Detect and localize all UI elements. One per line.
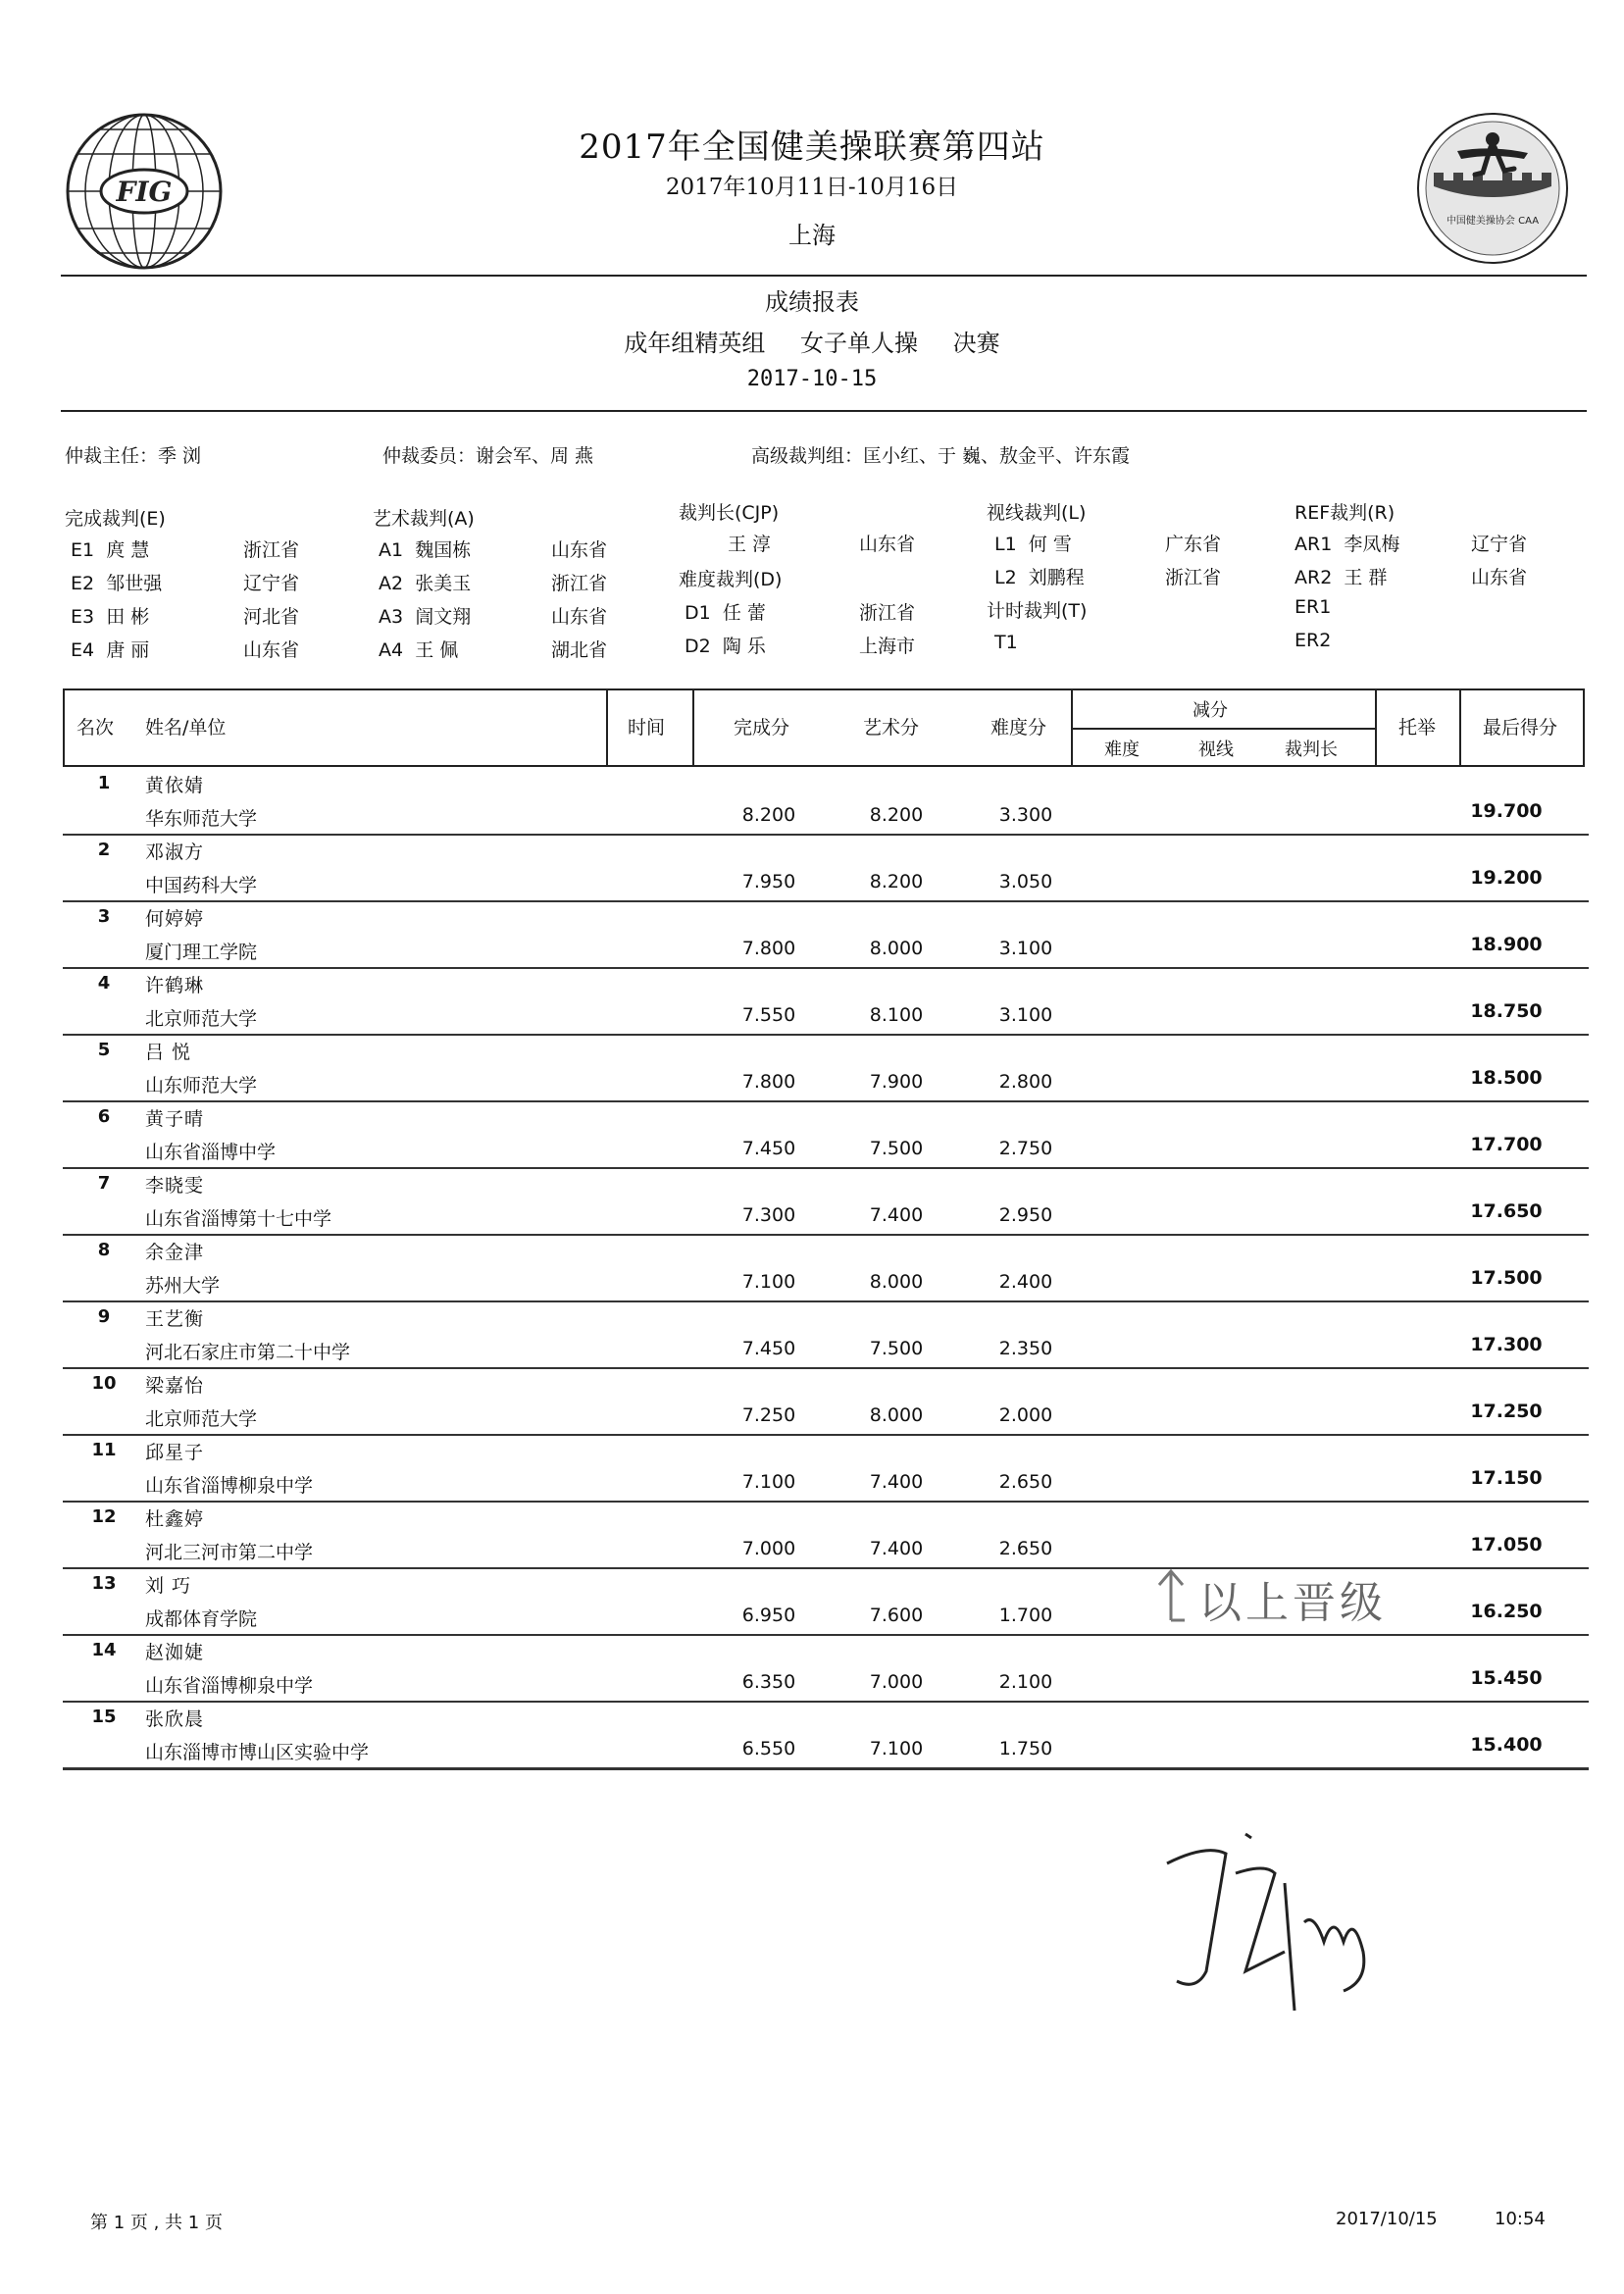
difficulty-judges-title: 难度裁判(D) bbox=[679, 569, 783, 590]
execution-judge-e3-prov: 河北省 bbox=[243, 606, 300, 628]
artistic-judge-a2: A2 张美玉 bbox=[379, 573, 472, 594]
row-rank: 1 bbox=[97, 773, 111, 793]
difficulty-judge-d2-prov: 上海市 bbox=[859, 636, 916, 657]
row-name: 何婷婷 bbox=[145, 908, 205, 930]
row-difficulty: 2.750 bbox=[998, 1138, 1053, 1159]
cjp-prov: 山东省 bbox=[859, 534, 916, 555]
row-final: 17.250 bbox=[1470, 1401, 1543, 1422]
execution-judge-e4: E4 唐 丽 bbox=[71, 639, 150, 661]
header-divider bbox=[61, 275, 1587, 277]
caa-logo-text: 中国健美操协会 CAA bbox=[1446, 216, 1540, 227]
line-judge-l2: L2 刘鹏程 bbox=[994, 567, 1085, 588]
row-final: 18.750 bbox=[1470, 1000, 1543, 1022]
row-execution: 7.300 bbox=[741, 1204, 796, 1226]
row-unit: 山东省淄博第十七中学 bbox=[145, 1208, 332, 1230]
row-final: 18.900 bbox=[1470, 934, 1543, 955]
execution-judge-e4-prov: 山东省 bbox=[243, 639, 300, 661]
row-execution: 7.100 bbox=[741, 1471, 796, 1493]
row-name: 刘 巧 bbox=[145, 1575, 192, 1597]
senior-panel: 高级裁判组：匡小红、于 巍、敖金平、许东霞 bbox=[751, 445, 1131, 467]
cjp-title: 裁判长(CJP) bbox=[679, 502, 780, 524]
execution-judge-e1: E1 庹 慧 bbox=[71, 539, 150, 561]
row-name: 张欣晨 bbox=[145, 1708, 205, 1730]
print-time: 10:54 bbox=[1495, 2209, 1546, 2229]
row-name: 邱星子 bbox=[145, 1442, 205, 1463]
artistic-judge-a4: A4 王 佩 bbox=[379, 639, 459, 661]
row-execution: 6.950 bbox=[741, 1605, 796, 1626]
col-execution: 完成分 bbox=[734, 717, 790, 739]
row-final: 19.700 bbox=[1470, 800, 1543, 822]
row-final: 15.400 bbox=[1470, 1734, 1543, 1756]
row-difficulty: 3.100 bbox=[998, 938, 1053, 959]
ref-judge-ar1-prov: 辽宁省 bbox=[1471, 534, 1528, 555]
row-artistic: 7.500 bbox=[869, 1138, 924, 1159]
row-artistic: 8.200 bbox=[869, 871, 924, 892]
handwritten-note: 以上晋级 bbox=[1198, 1578, 1387, 1628]
row-difficulty: 2.800 bbox=[998, 1071, 1053, 1093]
row-rank: 2 bbox=[97, 840, 111, 860]
row-final: 17.150 bbox=[1470, 1467, 1543, 1489]
execution-judge-e2: E2 邹世强 bbox=[71, 573, 163, 594]
row-difficulty: 3.050 bbox=[998, 871, 1053, 892]
row-execution: 7.550 bbox=[741, 1004, 796, 1026]
row-unit: 山东师范大学 bbox=[145, 1075, 258, 1096]
row-rank: 3 bbox=[97, 906, 111, 927]
row-final: 19.200 bbox=[1470, 867, 1543, 889]
row-final: 17.500 bbox=[1470, 1267, 1543, 1289]
row-difficulty: 2.650 bbox=[998, 1471, 1053, 1493]
row-name: 黄子晴 bbox=[145, 1108, 205, 1130]
row-artistic: 7.400 bbox=[869, 1538, 924, 1559]
row-unit: 山东淄博市博山区实验中学 bbox=[145, 1742, 370, 1763]
row-rank: 6 bbox=[97, 1106, 111, 1127]
row-unit: 华东师范大学 bbox=[145, 808, 258, 830]
col-ded-cjp: 裁判长 bbox=[1285, 739, 1338, 760]
row-rank: 8 bbox=[97, 1240, 111, 1260]
row-execution: 7.100 bbox=[741, 1271, 796, 1293]
col-rank: 名次 bbox=[76, 717, 115, 739]
col-name-unit: 姓名/单位 bbox=[145, 717, 227, 739]
row-artistic: 8.000 bbox=[869, 1271, 924, 1293]
row-unit: 中国药科大学 bbox=[145, 875, 258, 896]
artistic-judge-a3: A3 訚文翔 bbox=[379, 606, 472, 628]
row-name: 邓淑方 bbox=[145, 841, 205, 863]
row-artistic: 8.000 bbox=[869, 938, 924, 959]
row-difficulty: 2.400 bbox=[998, 1271, 1053, 1293]
difficulty-judge-d1-prov: 浙江省 bbox=[859, 602, 916, 624]
line-judges-title: 视线裁判(L) bbox=[987, 502, 1087, 524]
row-final: 16.250 bbox=[1470, 1601, 1543, 1622]
row-execution: 6.350 bbox=[741, 1671, 796, 1693]
row-artistic: 7.500 bbox=[869, 1338, 924, 1359]
artistic-judges-title: 艺术裁判(A) bbox=[373, 508, 475, 530]
line-judge-l2-prov: 浙江省 bbox=[1165, 567, 1222, 588]
row-final: 17.050 bbox=[1470, 1534, 1543, 1555]
row-unit: 山东省淄博柳泉中学 bbox=[145, 1675, 314, 1697]
row-difficulty: 2.100 bbox=[998, 1671, 1053, 1693]
col-deduction: 减分 bbox=[1193, 700, 1228, 721]
line-judge-l1-prov: 广东省 bbox=[1165, 534, 1222, 555]
head-arbiter: 仲裁主任：季 浏 bbox=[65, 445, 202, 467]
execution-judges-title: 完成裁判(E) bbox=[65, 508, 166, 530]
row-artistic: 8.100 bbox=[869, 1004, 924, 1026]
row-difficulty: 2.650 bbox=[998, 1538, 1053, 1559]
row-final: 15.450 bbox=[1470, 1667, 1543, 1689]
row-name: 吕 悦 bbox=[145, 1042, 192, 1063]
report-group: 成年组精英组 bbox=[624, 330, 766, 357]
artistic-judge-a4-prov: 湖北省 bbox=[551, 639, 608, 661]
execution-judge-e2-prov: 辽宁省 bbox=[243, 573, 300, 594]
row-rank: 12 bbox=[91, 1506, 117, 1527]
artistic-judge-a3-prov: 山东省 bbox=[551, 606, 608, 628]
row-final: 17.650 bbox=[1470, 1200, 1543, 1222]
row-rank: 11 bbox=[91, 1440, 117, 1460]
signature bbox=[1147, 1824, 1412, 2020]
row-rank: 9 bbox=[97, 1306, 111, 1327]
row-name: 梁嘉怡 bbox=[145, 1375, 205, 1397]
ref-judge-ar2: AR2 王 群 bbox=[1294, 567, 1388, 588]
row-artistic: 8.200 bbox=[869, 804, 924, 826]
print-date: 2017/10/15 bbox=[1336, 2209, 1438, 2229]
time-judges-title: 计时裁判(T) bbox=[987, 600, 1088, 622]
row-unit: 成都体育学院 bbox=[145, 1608, 258, 1630]
row-artistic: 8.000 bbox=[869, 1404, 924, 1426]
report-event: 女子单人操 bbox=[800, 330, 918, 357]
row-execution: 7.800 bbox=[741, 1071, 796, 1093]
ref-judge-er2: ER2 bbox=[1294, 630, 1332, 651]
row-name: 赵洳婕 bbox=[145, 1642, 205, 1663]
fig-logo-text: FIG bbox=[116, 176, 173, 208]
row-rank: 14 bbox=[91, 1640, 117, 1660]
artistic-judge-a2-prov: 浙江省 bbox=[551, 573, 608, 594]
row-execution: 7.000 bbox=[741, 1538, 796, 1559]
row-execution: 7.950 bbox=[741, 871, 796, 892]
row-difficulty: 1.750 bbox=[998, 1738, 1053, 1759]
col-lift: 托举 bbox=[1398, 717, 1437, 739]
cjp-name: 王 淳 bbox=[728, 534, 772, 555]
report-divider bbox=[61, 410, 1587, 412]
col-artistic: 艺术分 bbox=[863, 717, 920, 739]
report-date: 2017-10-15 bbox=[746, 367, 878, 391]
col-ded-line: 视线 bbox=[1198, 739, 1234, 760]
execution-judge-e1-prov: 浙江省 bbox=[243, 539, 300, 561]
ref-judge-ar1: AR1 李凤梅 bbox=[1294, 534, 1400, 555]
row-execution: 7.800 bbox=[741, 938, 796, 959]
page-indicator: 第 1 页 , 共 1 页 bbox=[90, 2213, 223, 2233]
ref-judges-title: REF裁判(R) bbox=[1294, 502, 1396, 524]
row-execution: 7.250 bbox=[741, 1404, 796, 1426]
col-final: 最后得分 bbox=[1483, 717, 1558, 739]
row-artistic: 7.000 bbox=[869, 1671, 924, 1693]
row-execution: 6.550 bbox=[741, 1738, 796, 1759]
col-ded-difficulty: 难度 bbox=[1104, 739, 1140, 760]
row-artistic: 7.100 bbox=[869, 1738, 924, 1759]
row-unit: 厦门理工学院 bbox=[145, 942, 258, 963]
competition-dates: 2017年10月11日-10月16日 bbox=[665, 175, 959, 200]
row-execution: 7.450 bbox=[741, 1338, 796, 1359]
row-name: 杜鑫婷 bbox=[145, 1508, 205, 1530]
time-judge-t1: T1 bbox=[994, 632, 1018, 653]
row-artistic: 7.900 bbox=[869, 1071, 924, 1093]
arrow-up-icon bbox=[1151, 1565, 1191, 1624]
row-difficulty: 3.300 bbox=[998, 804, 1053, 826]
report-subtitle bbox=[0, 324, 1624, 358]
report-title: 成绩报表 bbox=[765, 288, 859, 316]
execution-judge-e3: E3 田 彬 bbox=[71, 606, 150, 628]
row-artistic: 7.400 bbox=[869, 1204, 924, 1226]
row-rank: 13 bbox=[91, 1573, 117, 1594]
report-stage: 决赛 bbox=[952, 330, 1000, 357]
row-rank: 5 bbox=[97, 1040, 111, 1060]
row-final: 17.700 bbox=[1470, 1134, 1543, 1155]
row-name: 许鹤琳 bbox=[145, 975, 205, 996]
row-difficulty: 2.350 bbox=[998, 1338, 1053, 1359]
row-unit: 山东省淄博中学 bbox=[145, 1142, 277, 1163]
row-name: 王艺衡 bbox=[145, 1308, 205, 1330]
row-execution: 8.200 bbox=[741, 804, 796, 826]
row-final: 18.500 bbox=[1470, 1067, 1543, 1089]
col-difficulty: 难度分 bbox=[990, 717, 1047, 739]
row-unit: 河北石家庄市第二十中学 bbox=[145, 1342, 351, 1363]
row-rank: 7 bbox=[97, 1173, 111, 1194]
row-name: 黄依婧 bbox=[145, 775, 205, 796]
row-unit: 山东省淄博柳泉中学 bbox=[145, 1475, 314, 1497]
artistic-judge-a1: A1 魏国栋 bbox=[379, 539, 472, 561]
results-table-header bbox=[63, 688, 1585, 767]
difficulty-judge-d2: D2 陶 乐 bbox=[685, 636, 766, 657]
row-unit: 苏州大学 bbox=[145, 1275, 221, 1297]
row-artistic: 7.600 bbox=[869, 1605, 924, 1626]
row-unit: 北京师范大学 bbox=[145, 1408, 258, 1430]
ref-judge-er1: ER1 bbox=[1294, 596, 1332, 618]
row-rank: 15 bbox=[91, 1707, 117, 1727]
row-name: 李晓雯 bbox=[145, 1175, 205, 1197]
col-time: 时间 bbox=[628, 717, 666, 739]
competition-city: 上海 bbox=[788, 222, 836, 249]
row-difficulty: 2.950 bbox=[998, 1204, 1053, 1226]
row-rank: 10 bbox=[91, 1373, 117, 1394]
row-name: 余金津 bbox=[145, 1242, 205, 1263]
row-difficulty: 3.100 bbox=[998, 1004, 1053, 1026]
row-rank: 4 bbox=[97, 973, 111, 994]
row-execution: 7.450 bbox=[741, 1138, 796, 1159]
row-difficulty: 2.000 bbox=[998, 1404, 1053, 1426]
row-unit: 北京师范大学 bbox=[145, 1008, 258, 1030]
line-judge-l1: L1 何 雪 bbox=[994, 534, 1072, 555]
arbitration-committee: 仲裁委员：谢会军、周 燕 bbox=[382, 445, 594, 467]
competition-title: 2017年全国健美操联赛第四站 bbox=[579, 127, 1045, 167]
row-unit: 河北三河市第二中学 bbox=[145, 1542, 314, 1563]
ref-judge-ar2-prov: 山东省 bbox=[1471, 567, 1528, 588]
difficulty-judge-d1: D1 任 蕾 bbox=[685, 602, 766, 624]
row-artistic: 7.400 bbox=[869, 1471, 924, 1493]
row-difficulty: 1.700 bbox=[998, 1605, 1053, 1626]
row-final: 17.300 bbox=[1470, 1334, 1543, 1355]
artistic-judge-a1-prov: 山东省 bbox=[551, 539, 608, 561]
